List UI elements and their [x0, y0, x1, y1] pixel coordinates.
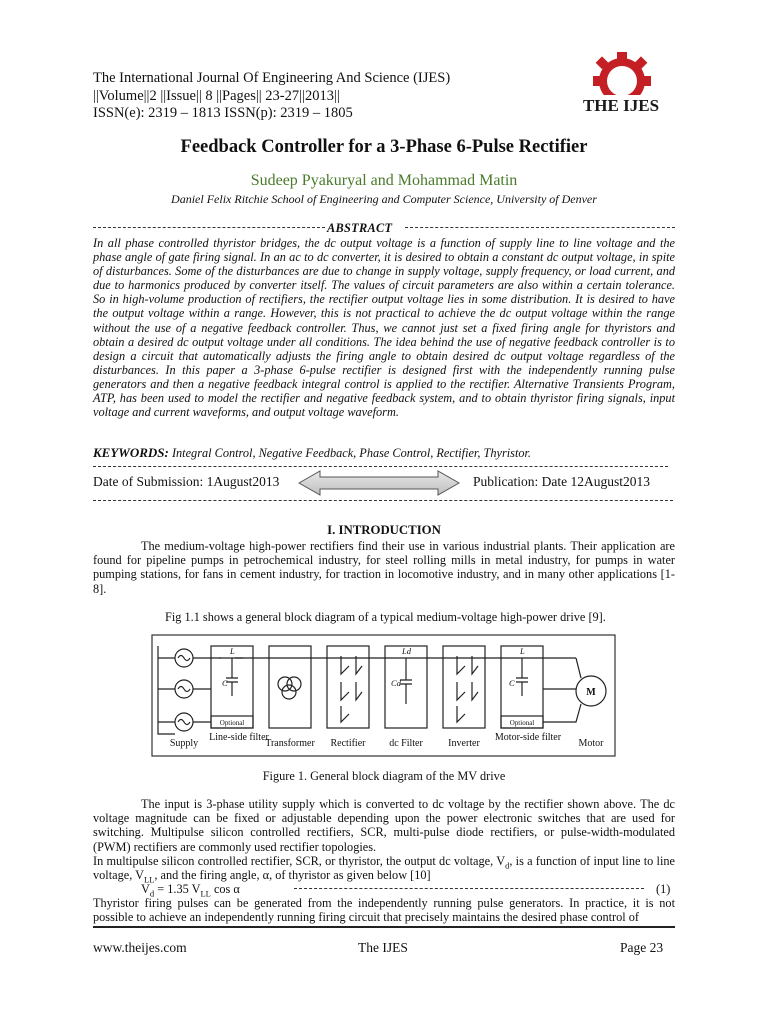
svg-text:C: C: [509, 678, 515, 688]
equation-number: (1): [656, 882, 671, 896]
page-number: Page 23: [620, 940, 664, 955]
footer-rule: [93, 926, 675, 928]
equation-1: $V_d = 1.35$ $V_{LL}$ cos α: [141, 882, 240, 899]
label-inverter: Inverter: [448, 738, 480, 749]
divider: [93, 227, 325, 228]
intro-paragraph-1: The medium-voltage high-power rectifiers find their use in various industrial plants. Their application are found for pipeline pumps in petrochemical industry, for steel rolling mills in metal industry, for pumps in water pumping stations, for fans in cement industry, for traction in locomotive industry, and in many other applications [1-8].: [93, 539, 675, 596]
intro-paragraph-4: In multipulse silicon controlled rectifier, SCR, or thyristor, the output dc voltage, $V_d$, is a function of input line to line voltage, $V_{LL}$, and the firing angle, α, of thyristor as given below [10]: [93, 854, 675, 885]
label-supply: Supply: [169, 738, 199, 749]
footer-website[interactable]: www.theijes.com: [93, 940, 187, 955]
block-diagram-svg: [151, 634, 616, 757]
paper-title: Feedback Controller for a 3-Phase 6-Pulse Rectifier: [180, 137, 588, 157]
journal-name: The International Journal Of Engineering And Science (IJES): [93, 70, 451, 86]
keywords-text: Integral Control, Negative Feedback, Phase Control, Rectifier, Thyristor.: [171, 446, 532, 460]
svg-text:Optional: Optional: [509, 719, 535, 727]
intro-paragraph-2: Fig 1.1 shows a general block diagram of a typical medium-voltage high-power drive [9].: [165, 610, 606, 624]
logo-text: THE IJES: [582, 96, 660, 115]
label-motor: Motor: [578, 738, 604, 749]
equation-leader: [294, 888, 644, 889]
keywords-row: [93, 445, 675, 461]
label-motor-side-filter: Motor-side filter: [494, 732, 562, 743]
ijes-logo: [567, 48, 675, 118]
keywords-label: KEYWORDS:: [93, 445, 169, 460]
abstract-text: In all phase controlled thyristor bridges, the dc output voltage is a function of supply line to line voltage and the phase angle of gate firing signal. In an ac to dc converter, it is desired to obtain a constant dc output voltage, in spite of disturbances. Some of the disturbances are due to change in supply voltage, supply frequency, or load current, and due to harmonics produced by converter itself. The values of circuit parameters are also within a certain tolerance. So in high-volume production of rectifiers, the rectifier output voltage lies in some distribution. It is desired to have the output voltage within a range. However, this is not practical to achieve the dc output voltage within the range without the use of a negative feedback controller. Thus, we cannot just set a fixed firing angle for thyristors and obtain a desired dc output voltage under all conditions. The idea behind the use of negative feedback controller is to design a circuit that automatically adjusts the firing angle to obtain desired dc output voltage regardless of the disturbances. In this paper a 3-phase 6-pulse rectifier is designed first with the independently running pulse generators and then a negative feedback integral control is applied to the rectifier. Alternative Transients Program, ATP, has been used to model the rectifier and negative feedback system, and to obtain thyristor firing signals, input voltage and current waveforms, and output voltage waveform.: [93, 236, 675, 420]
label-rectifier: Rectifier: [330, 738, 366, 749]
abstract-heading-row: [93, 221, 675, 237]
publication-date: Publication: Date 12August2013: [473, 474, 650, 489]
svg-text:L: L: [230, 646, 235, 656]
double-arrow: [298, 470, 460, 496]
label-dc-filter: dc Filter: [389, 738, 423, 749]
block-diagram-figure: [151, 634, 616, 757]
double-arrow-icon: [298, 470, 460, 496]
intro-paragraph-5: Thyristor firing pulses can be generated from the independently running pulse generators. In practice, it is not possible to achieve an independently running firing circuit that precisely maintains the desired phase control of: [93, 896, 675, 925]
authors: Sudeep Pyakuryal and Mohammad Matin: [250, 172, 518, 189]
volume-line: ||Volume||2 ||Issue|| 8 ||Pages|| 23-27||2013||: [93, 88, 340, 104]
divider: [93, 500, 673, 501]
label-transformer: Transformer: [265, 738, 315, 749]
svg-text:C: C: [222, 678, 228, 688]
divider: [93, 466, 668, 467]
svg-text:L: L: [520, 646, 525, 656]
svg-text:Optional: Optional: [219, 719, 245, 727]
logo-graphic: [567, 48, 675, 118]
submission-date: Date of Submission: 1August2013: [93, 474, 280, 489]
label-line-side-filter: Line-side filter: [209, 732, 269, 743]
footer-journal: The IJES: [358, 940, 408, 955]
svg-text:M: M: [586, 687, 596, 698]
intro-paragraph-3: The input is 3-phase utility supply which is converted to dc voltage by the rectifier shown above. The dc voltage magnitude can be fixed or adjustable depending upon the power electronic switches that are used for switching. Multipulse silicon controlled rectifiers, SCR, multi-pulse diode rectifiers, or pulse-width-modulated (PWM) rectifiers are commonly used rectifier topologies.: [93, 797, 675, 854]
divider: [405, 227, 675, 228]
svg-text:Ld: Ld: [402, 646, 411, 656]
figure-caption: Figure 1. General block diagram of the MV drive: [262, 769, 506, 783]
abstract-heading: ABSTRACT: [327, 221, 393, 235]
affiliation: Daniel Felix Ritchie School of Engineering and Computer Science, University of Denver: [171, 192, 597, 206]
issn-line: ISSN(e): 2319 – 1813 ISSN(p): 2319 – 1805: [93, 105, 353, 121]
svg-text:Cd: Cd: [391, 678, 401, 688]
section-heading: I. INTRODUCTION: [327, 523, 441, 537]
